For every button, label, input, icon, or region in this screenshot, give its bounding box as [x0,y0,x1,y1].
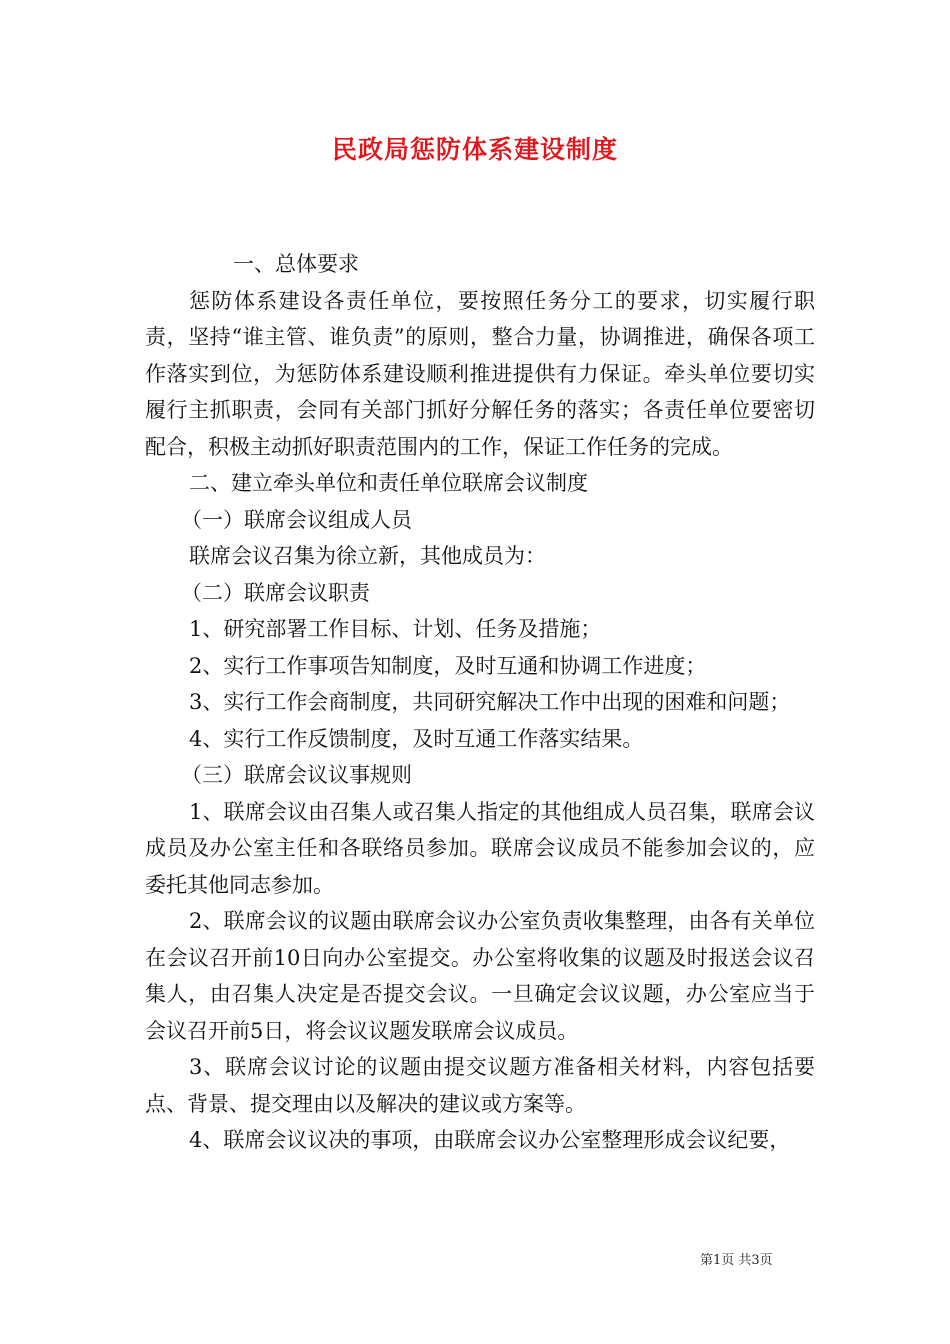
paragraph: 联席会议召集为徐立新，其他成员为： [189,544,546,568]
paragraph: （二）联席会议职责 [181,580,370,605]
paragraph: 3、联席会议讨论的议题由提交议题方准备相关材料，内容包括要点、背景、提交理由以及解决的建议或方案等。 [145,1055,815,1116]
paragraph: 3、实行工作会商制度，共同研究解决工作中出现的困难和问题； [189,690,791,714]
paragraph: 4、实行工作反馈制度，及时互通工作落实结果。 [189,726,644,751]
paragraph: （一）联席会议组成人员 [181,507,412,532]
document-title: 民政局惩防体系建设制度 [331,135,618,164]
page-footer: 第1页 共3页 [700,1253,773,1268]
paragraph: 1、研究部署工作目标、计划、任务及措施； [189,617,602,641]
paragraph: 2、实行工作事项告知制度，及时互通和协调工作进度； [189,653,707,678]
paragraph: 一、总体要求 [233,252,359,276]
document-body [145,246,815,1159]
paragraph: 4、联席会议议决的事项，由联席会议办公室整理形成会议纪要， [189,1128,791,1152]
paragraph: 惩防体系建设各责任单位，要按照任务分工的要求，切实履行职责，坚持“谁主管、谁负责”的原则，整合力量，协调推进，确保各项工作落实到位，为惩防体系建设顺利推进提供有力保证。牵头单位要切实履行主抓职责，会同有关部门抓好分解任务的落实；各责任单位要密切配合，积极主动抓好职责范围内的工作，保证工作任务的完成。 [145,288,815,459]
paragraph: 二、建立牵头单位和责任单位联席会议制度 [189,471,588,495]
paragraph: 2、联席会议的议题由联席会议办公室负责收集整理，由各有关单位在会议召开前10日向办公室提交。办公室将收集的议题及时报送会议召集人，由召集人决定是否提交会议。一旦确定会议议题，办公室应当于会议召开前5日，将会议议题发联席会议成员。 [145,909,815,1043]
paragraph: （三）联席会议议事规则 [181,763,412,787]
paragraph: 1、联席会议由召集人或召集人指定的其他组成人员召集，联席会议成员及办公室主任和各联络员参加。联席会议成员不能参加会议的，应委托其他同志参加。 [145,799,815,897]
